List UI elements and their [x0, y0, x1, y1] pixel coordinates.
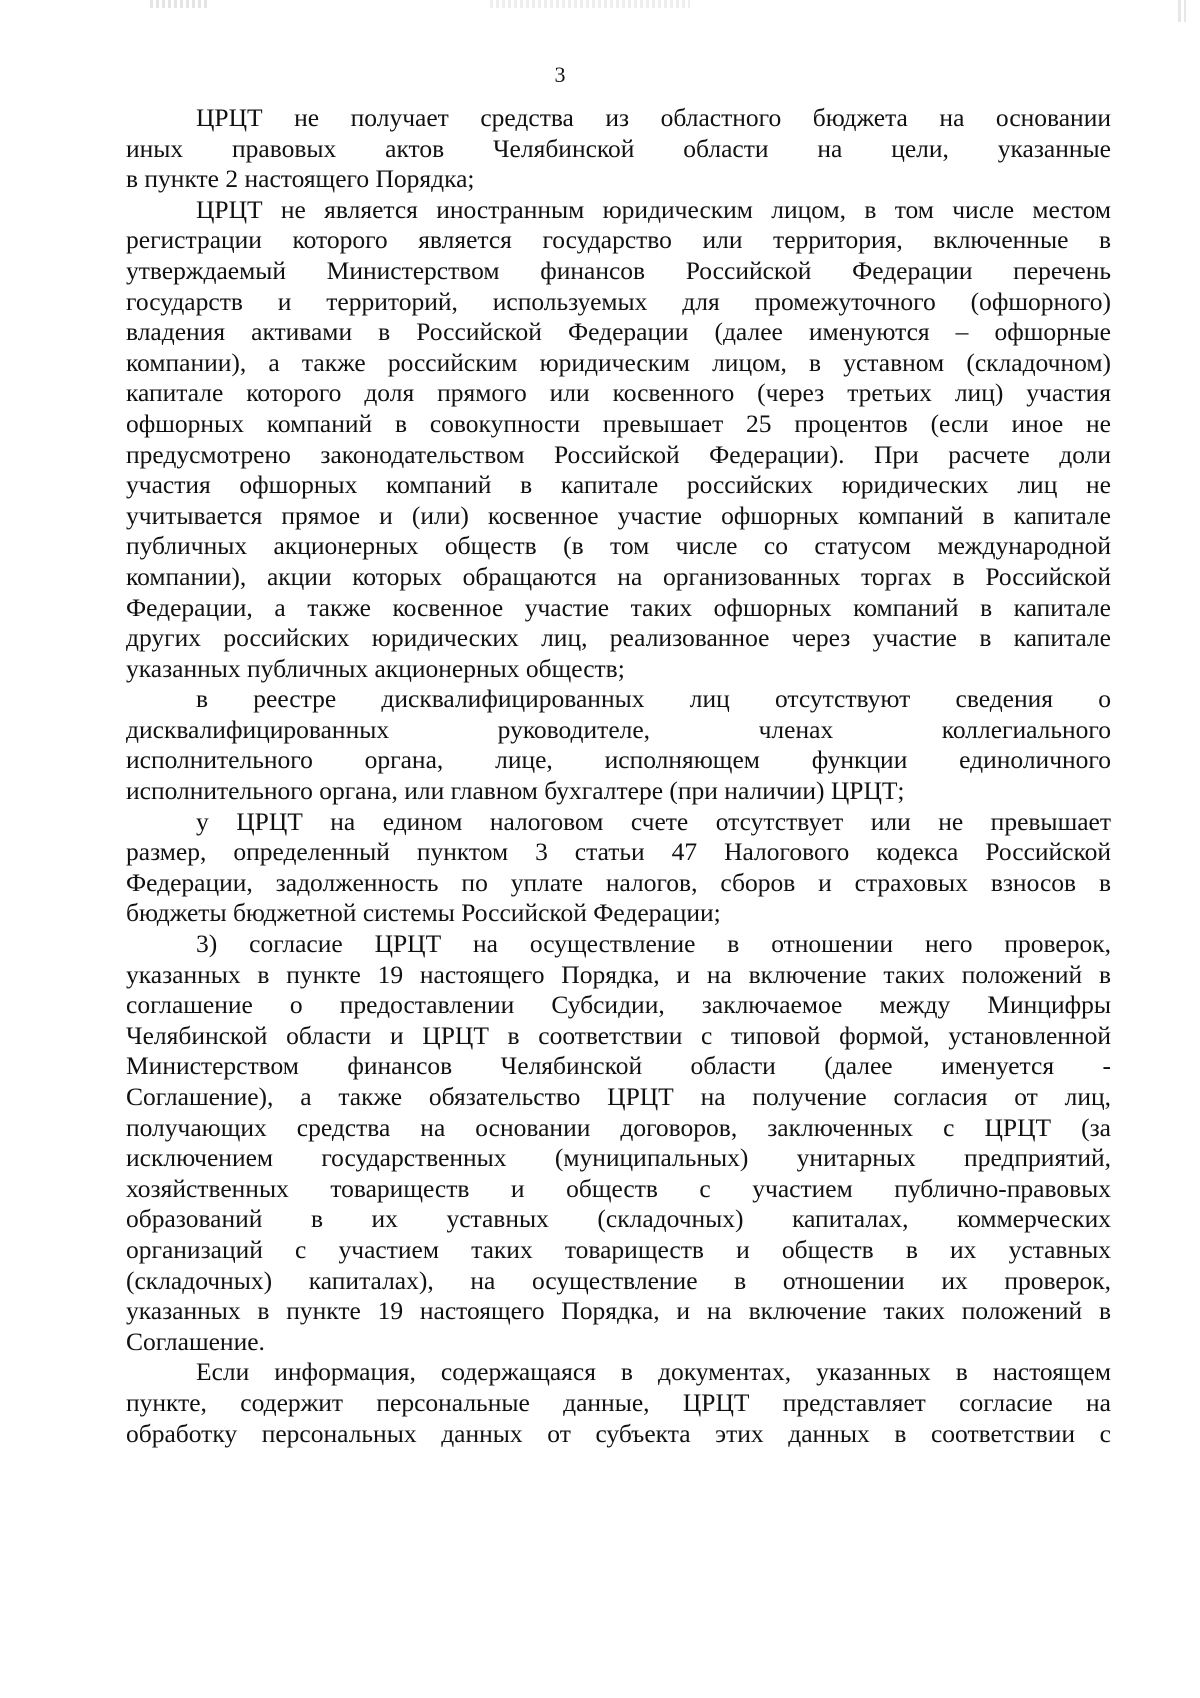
- text-line: государств и территорий, используемых для промежуточного (офшорного): [126, 286, 1111, 316]
- text-line: указанных публичных акционерных обществ;: [126, 653, 625, 683]
- text-line: организаций с участием таких товариществ и обществ в их уставных: [126, 1234, 1111, 1264]
- text-line: Челябинской области и ЦРЦТ в соответствии с типовой формой, установленной: [126, 1020, 1111, 1050]
- text-line: регистрации которого является государство или территория, включенные в: [126, 225, 1111, 255]
- text-line: соглашение о предоставлении Субсидии, заключаемое между Минцифры: [126, 990, 1111, 1020]
- text-line: дисквалифицированных руководителе, членах коллегиального: [126, 714, 1111, 744]
- text-line: (складочных) капиталах), на осуществление в отношении их проверок,: [126, 1265, 1111, 1295]
- text-line: капитале которого доля прямого или косвенного (через третьих лиц) участия: [126, 378, 1111, 408]
- text-line: Министерством финансов Челябинской области (далее именуется -: [126, 1051, 1111, 1081]
- document-body: [126, 103, 1111, 1449]
- text-line: бюджеты бюджетной системы Российской Федерации;: [126, 898, 721, 928]
- text-line: участия офшорных компаний в капитале российских юридических лиц не: [126, 470, 1111, 500]
- text-line: исполнительного органа, лице, исполняющем функции единоличного: [126, 745, 1111, 775]
- text-line: Соглашение), а также обязательство ЦРЦТ на получение согласия от лиц,: [126, 1082, 1111, 1111]
- text-line: ЦРЦТ не является иностранным юридическим лицом, в том числе местом: [196, 194, 1111, 224]
- scan-artifact: [150, 0, 210, 8]
- text-line: указанных в пункте 19 настоящего Порядка, и на включение таких положений в: [126, 1296, 1111, 1326]
- text-line: 3) согласие ЦРЦТ на осуществление в отношении него проверок,: [196, 929, 1111, 959]
- text-line: в пункте 2 настоящего Порядка;: [126, 164, 475, 194]
- text-line: владения активами в Российской Федерации (далее именуются – офшорные: [126, 317, 1111, 347]
- text-line: Соглашение.: [126, 1326, 265, 1356]
- text-line: у ЦРЦТ на едином налоговом счете отсутствует или не превышает: [196, 806, 1111, 836]
- text-line: исполнительного органа, или главном бухгалтере (при наличии) ЦРЦТ;: [126, 776, 905, 806]
- page-number: 3: [554, 62, 566, 87]
- text-line: иных правовых актов Челябинской области на цели, указанные: [126, 133, 1111, 163]
- text-line: пункте, содержит персональные данные, ЦРЦТ представляет согласие на: [126, 1387, 1111, 1417]
- text-line: компании), а также российским юридическим лицом, в уставном (складочном): [126, 347, 1111, 377]
- text-line: указанных в пункте 19 настоящего Порядка, и на включение таких положений в: [126, 959, 1111, 989]
- scan-artifact: [490, 0, 690, 8]
- text-line: публичных акционерных обществ (в том числе со статусом международной: [126, 531, 1111, 561]
- text-line: утверждаемый Министерством финансов Российской Федерации перечень: [126, 255, 1111, 285]
- text-line: исключением государственных (муниципальных) унитарных предприятий,: [126, 1143, 1111, 1173]
- text-line: учитывается прямое и (или) косвенное участие офшорных компаний в капитале: [126, 500, 1111, 530]
- text-line: других российских юридических лиц, реализованное через участие в капитале: [126, 623, 1111, 653]
- text-line: Федерации, задолженность по уплате налогов, сборов и страховых взносов в: [126, 867, 1111, 897]
- text-line: в реестре дисквалифицированных лиц отсутствуют сведения о: [196, 684, 1111, 714]
- text-line: предусмотрено законодательством Российской Федерации). При расчете доли: [126, 439, 1111, 469]
- text-line: получающих средства на основании договоров, заключенных с ЦРЦТ (за: [126, 1112, 1111, 1142]
- text-line: Федерации, а также косвенное участие таких офшорных компаний в капитале: [126, 592, 1111, 622]
- scan-artifact: [1178, 0, 1186, 22]
- text-line: Если информация, содержащаяся в документах, указанных в настоящем: [196, 1357, 1111, 1387]
- text-line: образований в их уставных (складочных) капиталах, коммерческих: [126, 1204, 1111, 1234]
- text-line: офшорных компаний в совокупности превышает 25 процентов (если иное не: [126, 408, 1111, 438]
- text-line: ЦРЦТ не получает средства из областного бюджета на основании: [196, 103, 1111, 132]
- text-line: размер, определенный пунктом 3 статьи 47 Налогового кодекса Российской: [126, 837, 1111, 867]
- text-line: компании), акции которых обращаются на организованных торгах в Российской: [126, 561, 1111, 591]
- text-line: обработку персональных данных от субъекта этих данных в соответствии с: [126, 1418, 1111, 1448]
- text-line: хозяйственных товариществ и обществ с участием публично-правовых: [126, 1173, 1111, 1203]
